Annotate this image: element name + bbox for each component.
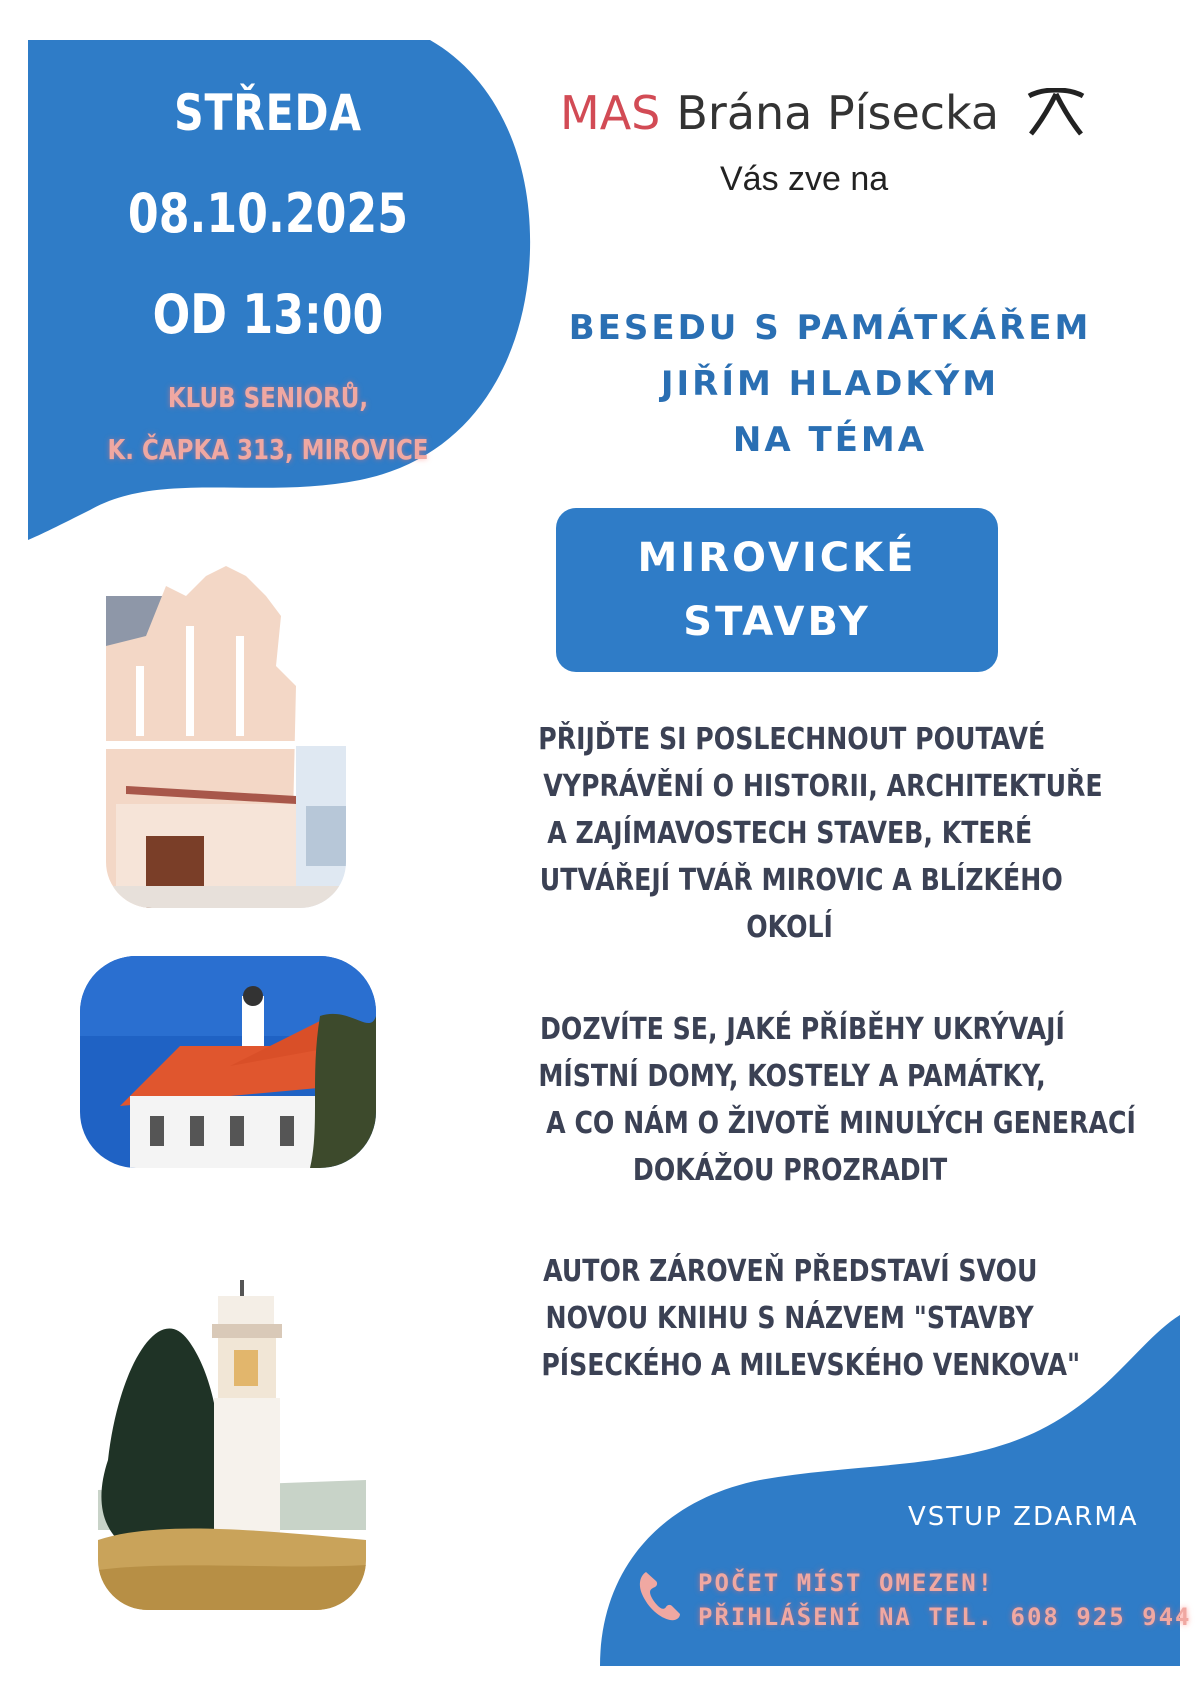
paragraph-line: AUTOR ZÁROVEŇ PŘEDSTAVÍ SVOU [542,1254,1038,1289]
notice-line-1: POČET MÍST OMEZEN! [698,1569,995,1597]
paragraph-line: A ZAJÍMAVOSTECH STAVEB, KTERÉ [547,816,1033,851]
event-info [28,70,508,476]
paragraph-line: DOZVÍTE SE, JAKÉ PŘÍBĚHY UKRÝVAJÍ [539,1012,1065,1047]
photo-baroque-building [106,556,346,908]
topic-line-3: NA TÉMA [732,420,928,460]
title-line-2: STAVBY [683,599,871,645]
venue-line-1: KLUB SENIORŮ, [167,381,369,414]
event-day: STŘEDA [174,84,362,142]
registration-notice [698,1566,1191,1634]
organizer-logo [560,86,1087,140]
event-time: OD 13:00 [152,283,384,346]
paragraph-line: A CO NÁM O ŽIVOTĚ MINULÝCH GENERACÍ [546,1106,1136,1141]
paragraph-line: MÍSTNÍ DOMY, KOSTELY A PAMÁTKY, [538,1059,1046,1094]
paragraph-line: DOKÁŽOU PROZRADIT [632,1153,948,1188]
event-date: 08.10.2025 [127,182,409,245]
paragraph-line: PÍSECKÉHO A MILEVSKÉHO VENKOVA" [541,1348,1081,1383]
title-line-1: MIROVICKÉ [637,535,917,581]
paragraph-book [490,1248,1090,1389]
free-entry-label: VSTUP ZDARMA [908,1502,1139,1532]
photo-church [80,956,376,1168]
event-title [577,526,977,654]
topic-heading [540,300,1120,468]
notice-line-2: PŘIHLÁŠENÍ NA TEL. 608 925 944 [698,1603,1192,1631]
logo-mas-text: MAS [560,86,661,140]
invite-text: Vás zve na [720,160,889,198]
paragraph-line: VYPRÁVĚNÍ O HISTORII, ARCHITEKTUŘE [543,769,1103,804]
paragraph-line: PŘIJĎTE SI POSLECHNOUT POUTAVÉ [538,722,1046,757]
logo-name-text: Brána Písecka [676,86,1000,140]
paragraph-stories [490,1006,1136,1194]
mas-logo-mark-icon [1025,88,1087,138]
paragraph-line: UTVÁŘEJÍ TVÁŘ MIROVIC A BLÍZKÉHO [539,863,1063,898]
photo-wayside-shrine [98,1240,366,1610]
title-box [556,508,998,672]
paragraph-line: NOVOU KNIHU S NÁZVEM "STAVBY [545,1301,1035,1336]
paragraph-intro [490,716,1103,951]
topic-line-2: JIŘÍM HLADKÝM [660,364,1000,404]
venue-line-2: K. ČAPKA 313, MIROVICE [107,433,429,466]
event-venue [71,372,465,476]
paragraph-line: OKOLÍ [746,910,834,945]
topic-line-1: BESEDU S PAMÁTKÁŘEM [568,308,1092,348]
phone-icon [636,1568,682,1624]
